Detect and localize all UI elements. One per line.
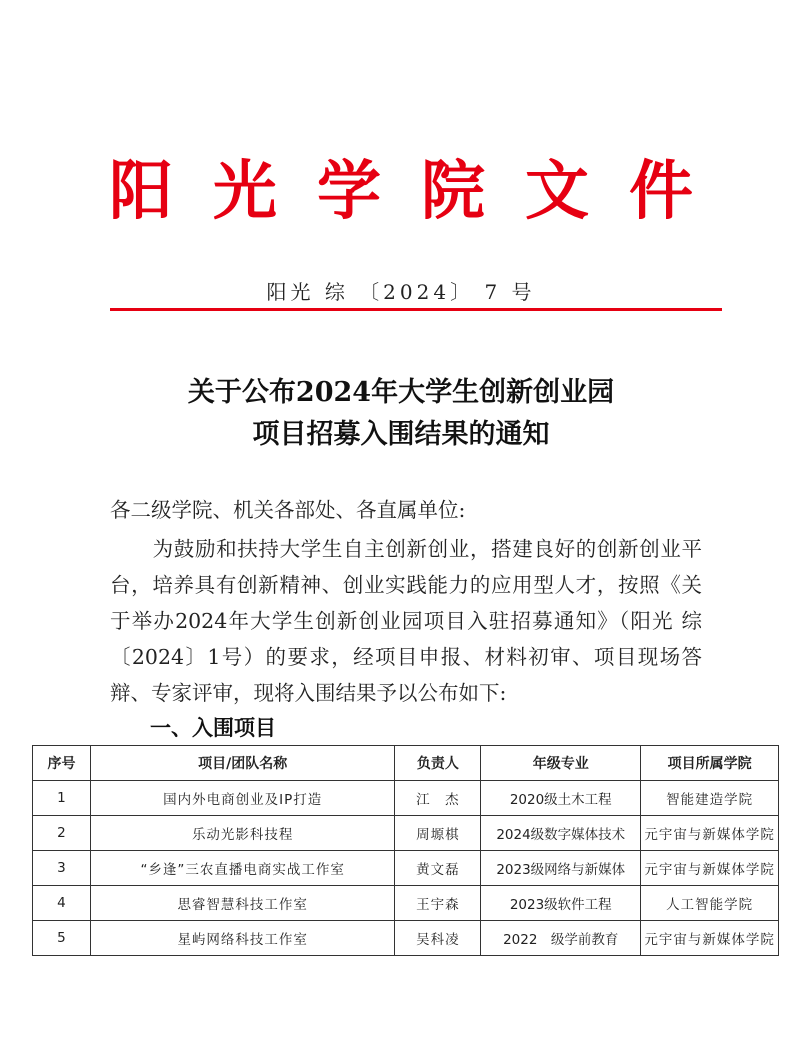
body-paragraph-text: 为鼓励和扶持大学生自主创新创业，搭建良好的创新创业平台，培养具有创新精神、创业实践能力的应用型人才，按照《关于举办2024年大学生创新创业园项目入驻招募通知》（阳光 综〔2024〕1号）的要求，经项目申报、材料初审、项目现场答辩、专家评审，现将入围结果予以公布如下: <box>110 537 702 705</box>
table-cell: 2020级土木工程 <box>481 781 641 816</box>
table-cell: 国内外电商创业及IP打造 <box>90 781 395 816</box>
table-cell: 江 杰 <box>395 781 481 816</box>
table-cell: 元宇宙与新媒体学院 <box>641 921 779 956</box>
table-cell: 2 <box>33 816 91 851</box>
results-table <box>32 745 779 956</box>
table-cell: 王宇森 <box>395 886 481 921</box>
table-cell: 乐动光影科技程 <box>90 816 395 851</box>
table-cell: 3 <box>33 851 91 886</box>
header-cell: 序号 <box>33 746 91 781</box>
table-cell: 2022 级学前教育 <box>481 921 641 956</box>
table-cell: 星屿网络科技工作室 <box>90 921 395 956</box>
table-row <box>33 921 779 956</box>
table-cell: 元宇宙与新媒体学院 <box>641 851 779 886</box>
table-cell: 2024级数字媒体技术 <box>481 816 641 851</box>
notice-title-line-2: 项目招募入围结果的通知 <box>252 419 550 450</box>
table-row <box>33 886 779 921</box>
table-cell: 智能建造学院 <box>641 781 779 816</box>
document-number: 阳光 综 〔2024〕 7 号 <box>266 280 536 304</box>
table-cell: 人工智能学院 <box>641 886 779 921</box>
table-row <box>33 781 779 816</box>
table-cell: 周塬棋 <box>395 816 481 851</box>
table-cell: 思睿智慧科技工作室 <box>90 886 395 921</box>
org-document-title: 阳光学院文件 <box>109 154 733 229</box>
table-cell: 2023级网络与新媒体 <box>481 851 641 886</box>
notice-title-line-1: 关于公布2024年大学生创新创业园 <box>187 377 615 408</box>
section-heading: 一、入围项目 <box>150 715 276 740</box>
table-cell: 1 <box>33 781 91 816</box>
table-cell: 吴科凌 <box>395 921 481 956</box>
header-cell: 负责人 <box>395 746 481 781</box>
table-cell: 元宇宙与新媒体学院 <box>641 816 779 851</box>
body-paragraph <box>110 531 702 711</box>
table-header-row <box>33 746 779 781</box>
header-cell: 项目/团队名称 <box>90 746 395 781</box>
table-cell: “乡逢”三农直播电商实战工作室 <box>90 851 395 886</box>
table-cell: 4 <box>33 886 91 921</box>
table-row <box>33 816 779 851</box>
table-cell: 黄文磊 <box>395 851 481 886</box>
notice-title <box>0 372 802 456</box>
header-cell: 年级专业 <box>481 746 641 781</box>
table-cell: 5 <box>33 921 91 956</box>
salutation: 各二级学院、机关各部处、各直属单位: <box>110 498 466 522</box>
table-cell: 2023级软件工程 <box>481 886 641 921</box>
header-cell: 项目所属学院 <box>641 746 779 781</box>
red-divider <box>110 308 722 311</box>
table-row <box>33 851 779 886</box>
